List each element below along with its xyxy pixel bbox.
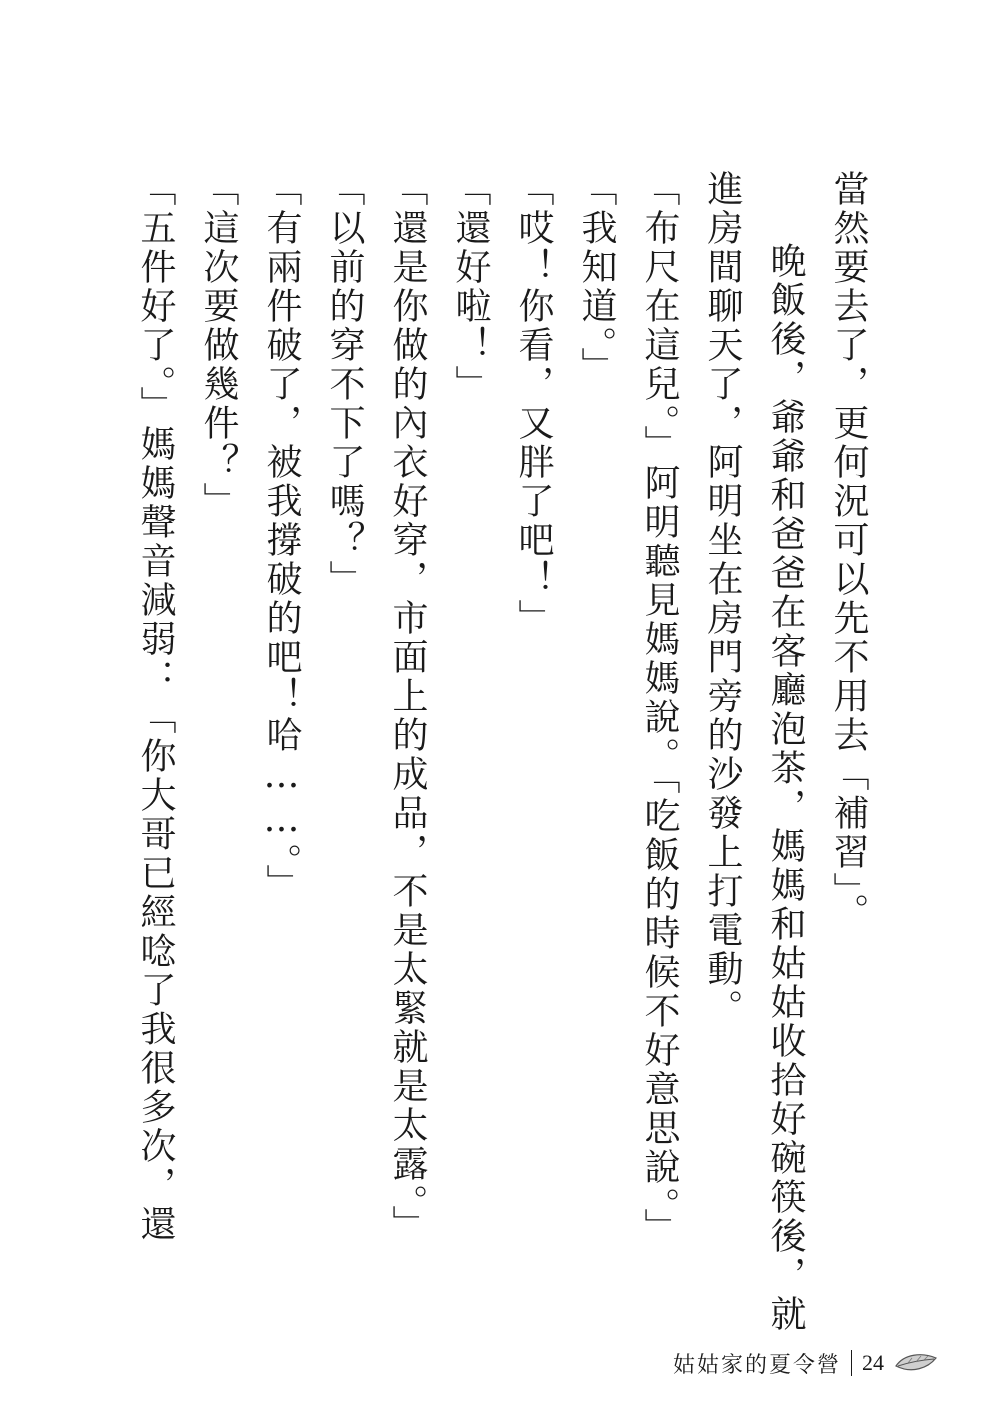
paragraph-12: 「五件好了。」媽媽聲音減弱：「你大哥已經唸了我很多次，還 <box>135 170 176 1244</box>
paragraph-9: 「以前的穿不下了嗎？」 <box>324 170 365 599</box>
paragraph-6: 「哎！你看，又胖了吧！」 <box>513 170 554 638</box>
page-number: 24 <box>862 1350 884 1375</box>
book-title: 姑姑家的夏令營 <box>672 1352 841 1378</box>
paragraph-2: 晚飯後，爺爺和爸爸在客廳泡茶，媽媽和姑姑收拾好碗筷後，就 <box>765 242 806 1334</box>
paragraph-3: 進房間聊天了，阿明坐在房門旁的沙發上打電動。 <box>702 170 743 1028</box>
paragraph-7: 「還好啦！」 <box>450 170 491 404</box>
paragraph-4: 「布尺在這兒。」阿明聽見媽媽說。「吃飯的時候不好意思說。」 <box>639 170 680 1247</box>
paragraph-10: 「有兩件破了，被我撐破的吧！哈……。」 <box>261 170 302 903</box>
leaf-ornament-icon <box>894 1350 938 1376</box>
page-footer <box>673 1345 938 1381</box>
paragraph-8: 「還是你做的內衣好穿，市面上的成品，不是太緊就是太露。」 <box>387 170 428 1244</box>
vertical-text-body <box>124 170 880 1334</box>
paragraph-1: 當然要去了，更何況可以先不用去「補習」。 <box>828 170 869 932</box>
footer-divider <box>851 1350 852 1376</box>
paragraph-11: 「這次要做幾件？」 <box>198 170 239 521</box>
paragraph-5: 「我知道。」 <box>576 170 617 386</box>
